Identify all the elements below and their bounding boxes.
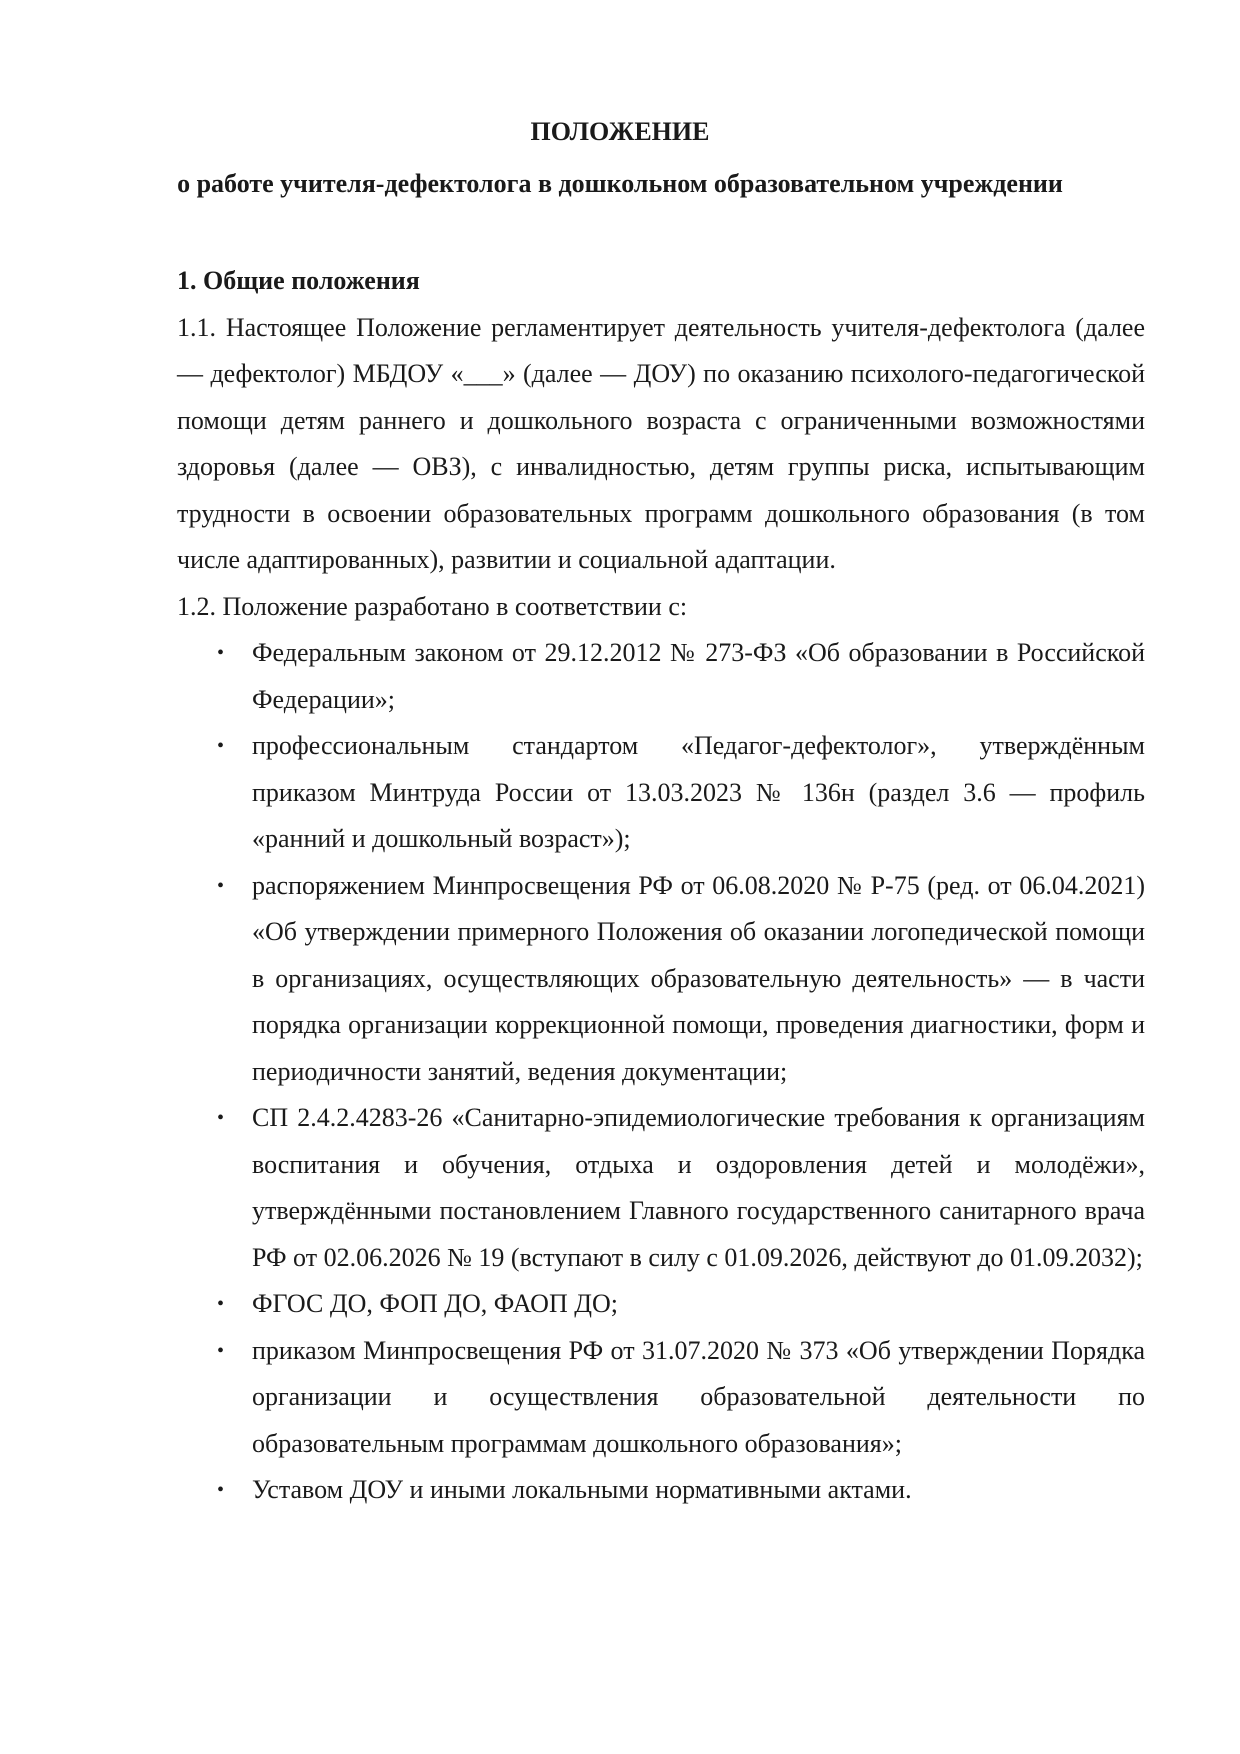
list-item-text: приказом Минпросвещения РФ от 31.07.2020 № 373 «Об утверждении Порядка организации и осуществления образовательной деятельности по образовательным программам дошкольного образования»; [252, 1335, 1145, 1458]
section-heading: 1. Общие положения [177, 266, 420, 295]
list-item-text: профессиональным стандартом «Педагог-дефектолог», утверждённым приказом Минтруда России от 13.03.2023 № 136н (раздел 3.6 — профиль «ранний и дошкольный возраст»); [252, 731, 1145, 853]
paragraph-1-2: 1.2. Положение разработано в соответствии с: [177, 591, 688, 621]
list-item-text: ФГОС ДО, ФОП ДО, ФАОП ДО; [252, 1289, 618, 1318]
document-subtitle: о работе учителя-дефектолога в дошкольном образовательном учреждении [177, 169, 1063, 198]
document-body [177, 258, 1145, 1514]
bullet-icon: • [217, 1107, 225, 1129]
paragraph-1-1: 1.1. Настоящее Положение регламентирует деятельность учителя-дефектолога (далее — дефектолог) МБДОУ «___» (далее — ДОУ) по оказанию психолого-педагогической помощи детям раннего и дошкольного возраста с ограниченными возможностями здоровья (далее — ОВЗ), с инвалидностью, детям группы риска, испытывающим трудности в освоении образовательных программ дошкольного образования (в том числе адаптированных), развитии и социальной адаптации. [177, 312, 1145, 574]
list-item [177, 863, 1145, 1096]
list-item [177, 1095, 1145, 1281]
bullet-icon: • [217, 1479, 225, 1501]
list-item-text: распоряжением Минпросвещения РФ от 06.08.2020 № Р-75 (ред. от 06.04.2021) «Об утверждении примерного Положения об оказании логопедической помощи в организациях, осуществляющих образовательную деятельность» — в части порядка организации коррекционной помощи, проведения диагностики, форм и периодичности занятий, ведения документации; [252, 870, 1145, 1086]
list-item [177, 1328, 1145, 1468]
list-item-text: Федеральным законом от 29.12.2012 № 273-ФЗ «Об образовании в Российской Федерации»; [252, 638, 1145, 714]
list-item-text: СП 2.4.2.4283-26 «Санитарно-эпидемиологические требования к организациям воспитания и обучения, отдыха и оздоровления детей и молодёжи», утверждёнными постановлением Главного государственного санитарного врача РФ от 02.06.2026 № 19 (вступают в силу с 01.09.2026, действуют до 01.09.2032); [252, 1103, 1145, 1272]
list-item-text: Уставом ДОУ и иными локальными нормативными актами. [252, 1475, 912, 1504]
bullet-icon: • [217, 874, 225, 897]
legal-basis-list [177, 630, 1145, 1514]
bullet-icon: • [217, 1293, 225, 1315]
bullet-icon: • [217, 735, 225, 757]
bullet-icon: • [217, 1339, 225, 1362]
bullet-icon: • [217, 642, 225, 664]
list-item [177, 723, 1145, 863]
list-item [177, 1467, 1145, 1514]
document-title: ПОЛОЖЕНИЕ [530, 117, 710, 146]
list-item [177, 1281, 1145, 1328]
list-item [177, 630, 1145, 723]
